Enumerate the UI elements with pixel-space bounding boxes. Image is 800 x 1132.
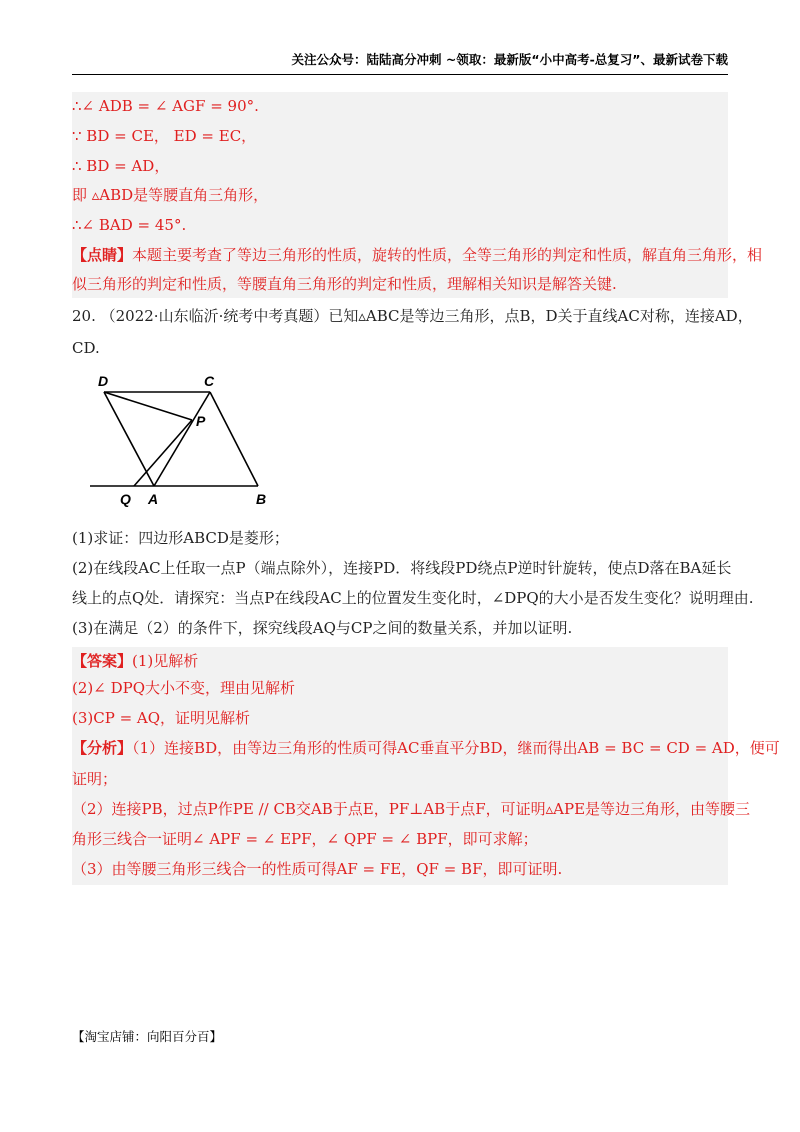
- page-header: [72, 50, 728, 75]
- analysis-line-5: （3）由等腰三角形三线合一的性质可得AF = FE，QF = BF，即可证明.: [72, 860, 563, 878]
- analysis-tag: 【分析】: [72, 739, 133, 757]
- label-Q: Q: [120, 491, 131, 507]
- page-footer: [72, 1027, 222, 1045]
- geometry-figure: [88, 372, 288, 512]
- answer-1: (1)见解析: [132, 652, 199, 670]
- prev-comment-line-1: [72, 244, 762, 266]
- label-D: D: [98, 373, 109, 389]
- analysis-text-1: （1）连接BD，由等边三角形的性质可得AC垂直平分BD，继而得出AB = BC = CD = AD，便可: [132, 739, 780, 757]
- prev-solution-line-2: ∵ BD = CE， ED = EC，: [72, 127, 257, 145]
- analysis-line-3: （2）连接PB，过点P作PE // CB交AB于点E，PF⊥AB于点F，可证明▵APE是等边三角形，由等腰三: [72, 800, 751, 818]
- prev-solution-line-5: ∴∠ BAD = 45°.: [72, 216, 187, 234]
- header-text: 关注公众号：陆陆高分冲刺 ~领取：最新版“小中高考-总复习”、最新试卷下载: [291, 52, 728, 67]
- answer-line-1: [72, 650, 198, 672]
- question-1: (1)求证：四边形ABCD是菱形；: [72, 529, 289, 547]
- question-3: (3)在满足（2）的条件下，探究线段AQ与CP之间的数量关系，并加以证明.: [72, 619, 573, 637]
- answer-tag: 【答案】: [72, 652, 133, 670]
- label-A: A: [148, 491, 159, 507]
- prev-solution-line-1: ∴∠ ADB = ∠ AGF = 90°.: [72, 97, 259, 115]
- prev-comment-line-2: 似三角形的判定和性质，等腰直角三角形的判定和性质，理解相关知识是解答关键.: [72, 275, 617, 293]
- problem-line-1: 20. （2022·山东临沂·统考中考真题）已知▵ABC是等边三角形，点B，D关于直线AC对称，连接AD，: [72, 307, 753, 325]
- label-B: B: [256, 491, 267, 507]
- answer-line-2: (2)∠ DPQ大小不变，理由见解析: [72, 679, 296, 697]
- comment-text-1: 本题主要考查了等边三角形的性质，旋转的性质，全等三角形的判定和性质，解直角三角形，相: [132, 246, 763, 264]
- prev-solution-line-3: ∴ BD = AD，: [72, 157, 170, 175]
- question-2-line-b: 线上的点Q处．请探究：当点P在线段AC上的位置发生变化时，∠DPQ的大小是否发生变化？说明理由.: [72, 589, 754, 607]
- question-2-line-a: (2)在线段AC上任取一点P（端点除外），连接PD．将线段PD绕点P逆时针旋转，使点D落在BA延长: [72, 559, 732, 577]
- label-P: P: [196, 413, 206, 429]
- footer-text: 【淘宝店铺：向阳百分百】: [72, 1029, 223, 1044]
- analysis-line-1: [72, 737, 780, 759]
- analysis-line-2: 证明；: [72, 770, 118, 788]
- answer-line-3: (3)CP = AQ，证明见解析: [72, 709, 251, 727]
- comment-tag: 【点睛】: [72, 246, 133, 264]
- label-C: C: [204, 373, 215, 389]
- analysis-line-4: 角形三线合一证明∠ APF = ∠ EPF，∠ QPF = ∠ BPF，即可求解；: [72, 830, 538, 848]
- prev-solution-line-4: 即 ▵ABD是等腰直角三角形，: [72, 186, 269, 204]
- problem-line-2: CD.: [72, 339, 100, 357]
